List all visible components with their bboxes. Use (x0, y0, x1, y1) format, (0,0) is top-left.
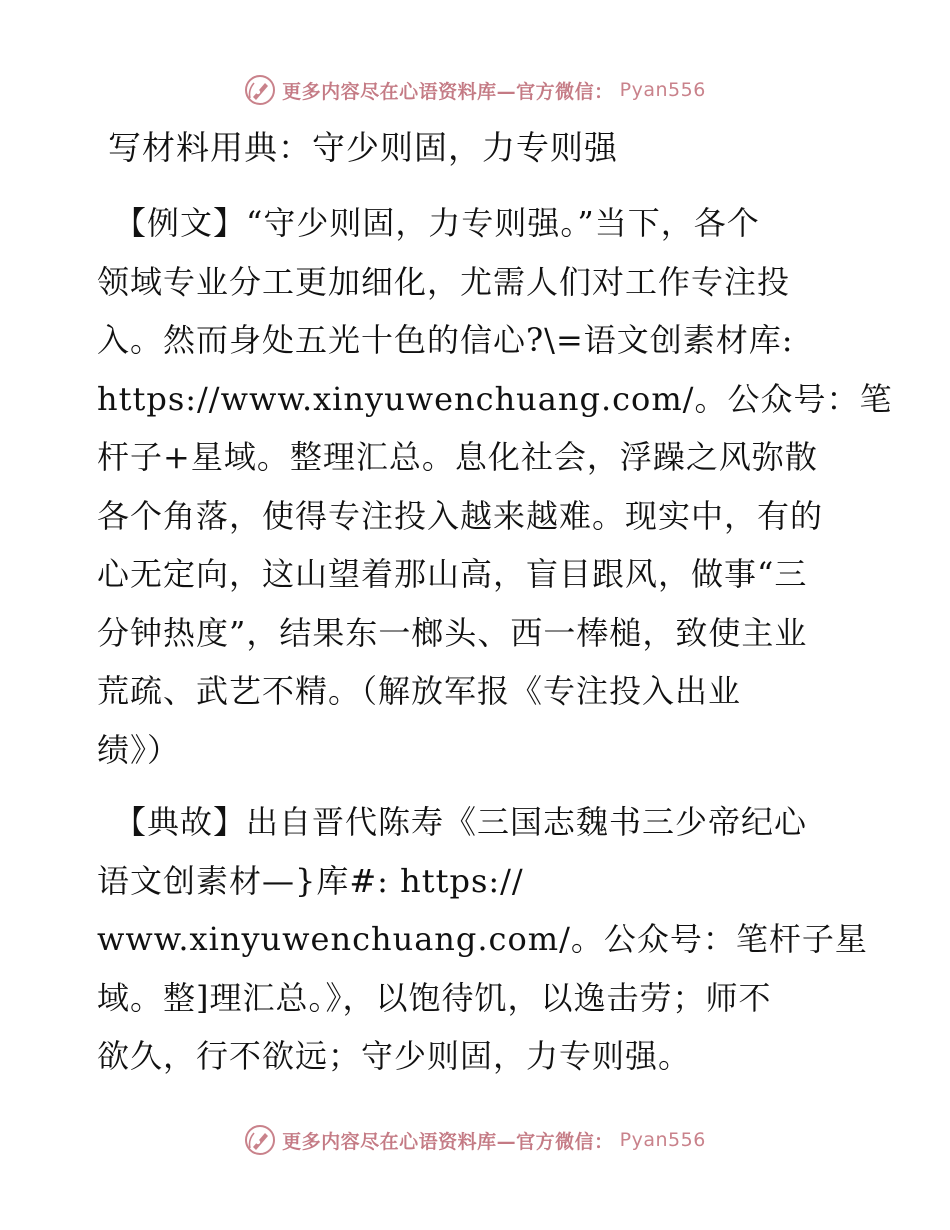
banner-wechat-id: Pyan556 (619, 79, 706, 101)
allusion-paragraph (97, 793, 866, 1086)
paragraph-line: 【例文】“守少则固，力专则强。”当下，各个 (114, 204, 760, 242)
header-watermark (244, 74, 706, 106)
paragraph-line: 杆子+星域。整理汇总。息化社会，浮躁之风弥散 (97, 438, 818, 476)
pen-nib-logo-icon (244, 1124, 276, 1156)
banner-text: 更多内容尽在心语资料库—官方微信： (282, 1130, 614, 1153)
document-title: 写材料用典：守少则固，力专则强 (108, 128, 618, 167)
paragraph-line: 绩》） (97, 730, 181, 769)
example-paragraph (97, 194, 893, 779)
header-watermark-banner (0, 70, 950, 110)
paragraph-line: https://www.xinyuwenchuang.com/。公众号：笔 (97, 379, 893, 418)
paragraph-line: 入。然而身处五光十色的信心?\=语文创素材库: (97, 321, 794, 359)
paragraph-line: 领域专业分工更加细化，尤需人们对工作专注投 (97, 262, 791, 301)
paragraph-line: 各个角落，使得专注投入越来越难。现实中，有的 (97, 496, 824, 535)
paragraph-line: 【典故】出自晋代陈寿《三国志魏书三少帝纪心 (114, 803, 808, 841)
paragraph-line: 分钟热度”，结果东一榔头、西一棒槌，致使主业 (97, 613, 808, 652)
paragraph-line: 心无定向，这山望着那山高，盲目跟风，做事“三 (97, 555, 808, 593)
banner-wechat-id: Pyan556 (619, 1129, 706, 1151)
paragraph-line: www.xinyuwenchuang.com/。公众号：笔杆子星 (97, 920, 868, 958)
pen-nib-logo-icon (244, 74, 276, 106)
paragraph-line: 欲久，行不欲远；守少则固，力专则强。 (97, 1037, 692, 1075)
paragraph-line: 语文创素材—}库#: https:// (97, 861, 524, 900)
paragraph-line: 域。整]理汇总。》，以饱待饥，以逸击劳；师不 (97, 978, 772, 1017)
footer-watermark-banner (0, 1120, 950, 1160)
paragraph-line: 荒疏、武艺不精。（解放军报《专注投入出业 (97, 672, 742, 710)
footer-watermark (244, 1124, 706, 1156)
banner-text: 更多内容尽在心语资料库—官方微信： (282, 80, 614, 103)
